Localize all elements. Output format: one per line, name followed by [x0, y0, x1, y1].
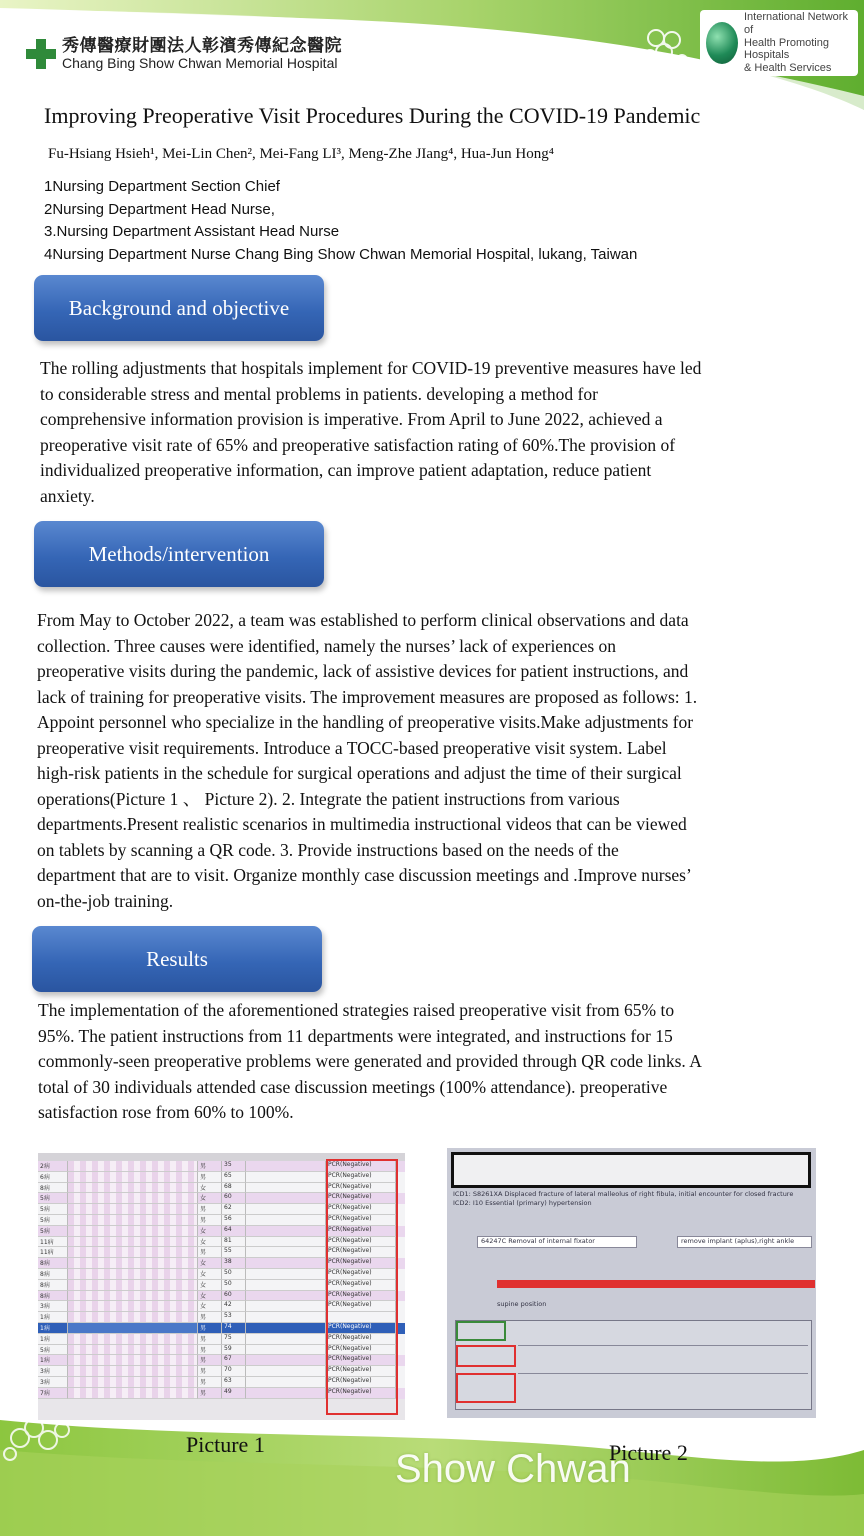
table-cell: 62: [222, 1204, 246, 1215]
table-cell: 男: [198, 1323, 222, 1334]
table-cell: 8病: [38, 1291, 68, 1302]
table-cell: 60: [222, 1193, 246, 1204]
table-cell: [246, 1237, 326, 1248]
table-cell: 50: [222, 1269, 246, 1280]
table-cell: [68, 1237, 198, 1248]
table-cell: 81: [222, 1237, 246, 1248]
affiliation-line: 3.Nursing Department Assistant Head Nurse: [44, 223, 340, 240]
table-cell: 男: [198, 1355, 222, 1366]
table-cell: PCR(Negative): [326, 1226, 396, 1237]
table-cell: 1病: [38, 1323, 68, 1334]
text-line: preoperative visit rate of 65% and preoperative satisfaction rating of 60%.The provision of: [40, 434, 676, 455]
red-highlight-bar: [497, 1280, 815, 1288]
table-cell: 男: [198, 1204, 222, 1215]
table-cell: 6病: [38, 1172, 68, 1183]
table-cell: [68, 1215, 198, 1226]
table-cell: 70: [222, 1366, 246, 1377]
table-cell: 49: [222, 1388, 246, 1399]
table-cell: [246, 1345, 326, 1356]
table-cell: 1病: [38, 1312, 68, 1323]
table-cell: 5病: [38, 1193, 68, 1204]
table-cell: PCR(Negative): [326, 1280, 396, 1291]
table-cell: 75: [222, 1334, 246, 1345]
table-cell: [68, 1355, 198, 1366]
table-cell: [246, 1193, 326, 1204]
affiliation-line: 1Nursing Department Section Chief: [44, 178, 280, 195]
table-cell: [246, 1269, 326, 1280]
table-cell: 67: [222, 1355, 246, 1366]
table-cell: PCR(Negative): [326, 1334, 396, 1345]
table-cell: 53: [222, 1312, 246, 1323]
table-cell: [246, 1334, 326, 1345]
table-cell: 女: [198, 1226, 222, 1237]
table-cell: 8病: [38, 1269, 68, 1280]
table-cell: [246, 1204, 326, 1215]
table-cell: 男: [198, 1388, 222, 1399]
hospital-logo: [26, 38, 342, 71]
show-chwan-wordmark: Show Chwan: [395, 1447, 631, 1491]
table-cell: 56: [222, 1215, 246, 1226]
network-logo-line: International Network of: [744, 11, 848, 37]
table-cell: 男: [198, 1377, 222, 1388]
table-cell: [68, 1258, 198, 1269]
table-cell: PCR(Negative): [326, 1215, 396, 1226]
table-cell: [246, 1323, 326, 1334]
table-cell: PCR(Negative): [326, 1237, 396, 1248]
table-cell: 64: [222, 1226, 246, 1237]
hospital-name-english: Chang Bing Show Chwan Memorial Hospital: [62, 54, 338, 71]
table-cell: 女: [198, 1269, 222, 1280]
table-cell: 5病: [38, 1215, 68, 1226]
table-cell: 8病: [38, 1258, 68, 1269]
methods-heading: Methods/intervention: [34, 521, 324, 587]
text-line: comprehensive information provision is imperative. From April to June 2022, achieved a: [40, 409, 663, 429]
text-line: 95%. The patient instructions from 11 departments were integrated, and instructions for 15: [38, 1025, 673, 1046]
table-cell: [246, 1226, 326, 1237]
table-cell: [68, 1366, 198, 1377]
hospital-name-chinese: 秀傳醫療財團法人彰濱秀傳紀念醫院: [62, 36, 342, 56]
table-cell: 68: [222, 1183, 246, 1194]
table-cell: 男: [198, 1247, 222, 1258]
poster-title: Improving Preoperative Visit Procedures During the COVID-19 Pandemic: [44, 103, 701, 128]
table-cell: 5病: [38, 1226, 68, 1237]
text-line: satisfaction rose from 60% to 100%.: [38, 1102, 294, 1122]
text-line: commonly-seen preoperative problems were generated and provided through QR code links. A: [38, 1051, 702, 1071]
redacted-header: [451, 1152, 811, 1188]
network-logo-line: & Health Services: [744, 61, 832, 74]
text-line: on tablets by scanning a QR code. 3. Provide instructions based on the needs of the: [37, 839, 619, 860]
table-cell: PCR(Negative): [326, 1355, 396, 1366]
methods-text: [37, 608, 697, 914]
table-cell: 65: [222, 1172, 246, 1183]
table-cell: 女: [198, 1237, 222, 1248]
table-cell: 男: [198, 1345, 222, 1356]
table-cell: [68, 1323, 198, 1334]
text-line: total of 30 individuals attended case discussion meetings (100% attendance). preoperative: [38, 1076, 668, 1097]
results-heading: Results: [32, 926, 322, 992]
table-cell: 55: [222, 1247, 246, 1258]
table-cell: [68, 1291, 198, 1302]
table-cell: 60: [222, 1291, 246, 1302]
table-cell: 男: [198, 1366, 222, 1377]
table-cell: 8病: [38, 1280, 68, 1291]
table-cell: 5病: [38, 1345, 68, 1356]
table-cell: 男: [198, 1215, 222, 1226]
table-cell: [246, 1355, 326, 1366]
table-cell: [246, 1215, 326, 1226]
author-list: Fu-Hsiang Hsieh¹, Mei-Lin Chen², Mei-Fang LI³, Meng-Zhe JIang⁴, Hua-Jun Hong⁴: [48, 146, 554, 162]
affiliation-line: 4Nursing Department Nurse Chang Bing Show Chwan Memorial Hospital, lukang, Taiwan: [44, 245, 638, 263]
table-cell: [246, 1301, 326, 1312]
table-cell: PCR(Negative): [326, 1269, 396, 1280]
table-cell: PCR(Negative): [326, 1377, 396, 1388]
text-line: individualized preoperative information, can improve patient adaptation, reduce patient: [40, 460, 652, 480]
text-line: The implementation of the aforementioned strategies raised preoperative visit from 65% to: [38, 1000, 675, 1020]
text-line: preoperative visit requirements. Introduce a TOCC-based preoperative visit system. Label: [37, 737, 667, 758]
table-cell: [246, 1172, 326, 1183]
picture-1-schedule-table: [38, 1153, 405, 1420]
table-cell: 1病: [38, 1334, 68, 1345]
table-cell: PCR(Negative): [326, 1247, 396, 1258]
text-line: collection. Three causes were identified, namely the nurses’ lack of experiences on: [37, 635, 617, 656]
table-cell: PCR(Negative): [326, 1388, 396, 1399]
table-cell: 女: [198, 1183, 222, 1194]
table-cell: PCR(Negative): [326, 1345, 396, 1356]
table-cell: PCR(Negative): [326, 1258, 396, 1269]
table-cell: [246, 1377, 326, 1388]
table-cell: [246, 1291, 326, 1302]
text-line: high-risk patients in the schedule for surgical operations and adjust the time of their surgical: [37, 763, 682, 783]
text-line: preoperative visits during the pandemic, lack of assistive devices for patient instructions, and: [37, 661, 689, 681]
table-cell: 50: [222, 1280, 246, 1291]
table-cell: 3病: [38, 1301, 68, 1312]
text-line: to considerable stress and mental problems in patients. developing a method for: [40, 383, 598, 404]
picture-2-caption: Picture 2: [609, 1440, 688, 1465]
table-cell: 男: [198, 1161, 222, 1172]
table-cell: PCR(Negative): [326, 1301, 396, 1312]
table-cell: [246, 1366, 326, 1377]
table-cell: 女: [198, 1301, 222, 1312]
table-cell: [246, 1312, 326, 1323]
form-text-line: remove implant (aplus),right ankle: [677, 1236, 812, 1248]
hospital-cross-icon: [26, 39, 56, 69]
table-cell: 女: [198, 1258, 222, 1269]
table-cell: [68, 1247, 198, 1258]
picture-1-caption: Picture 1: [186, 1432, 265, 1457]
table-cell: 5病: [38, 1204, 68, 1215]
table-cell: [68, 1193, 198, 1204]
table-cell: [68, 1280, 198, 1291]
table-cell: 1病: [38, 1355, 68, 1366]
results-text: [38, 998, 702, 1126]
table-cell: [246, 1388, 326, 1399]
text-line: department that are to visit. Organize monthly case discussion meetings and .Improve nurses’: [37, 865, 692, 885]
table-cell: [68, 1377, 198, 1388]
table-cell: 35: [222, 1161, 246, 1172]
table-cell: [246, 1258, 326, 1269]
table-cell: [68, 1388, 198, 1399]
table-cell: 74: [222, 1323, 246, 1334]
text-line: The rolling adjustments that hospitals implement for COVID-19 preventive measures have led: [40, 358, 702, 378]
text-line: departments.Present realistic scenarios in multimedia instructional videos that can be viewed: [37, 814, 687, 834]
text-line: From May to October 2022, a team was established to perform clinical observations and data: [37, 610, 689, 630]
table-cell: 8病: [38, 1183, 68, 1194]
table-cell: [68, 1345, 198, 1356]
table-cell: [68, 1312, 198, 1323]
table-cell: 63: [222, 1377, 246, 1388]
table-cell: PCR(Negative): [326, 1291, 396, 1302]
text-line: anxiety.: [40, 485, 95, 506]
form-text-line: supine position: [497, 1300, 547, 1308]
table-cell: [68, 1172, 198, 1183]
table-cell: [68, 1301, 198, 1312]
table-cell: 男: [198, 1312, 222, 1323]
table-cell: 2病: [38, 1161, 68, 1172]
table-cell: 女: [198, 1193, 222, 1204]
globe-icon: [706, 22, 738, 64]
text-line: lack of training for preoperative visits. The improvement measures are proposed as follows: 1.: [37, 686, 698, 707]
table-cell: 11病: [38, 1237, 68, 1248]
table-cell: PCR(Negative): [326, 1204, 396, 1215]
table-cell: [246, 1161, 326, 1172]
table-cell: [68, 1161, 198, 1172]
table-cell: 59: [222, 1345, 246, 1356]
table-cell: 3病: [38, 1377, 68, 1388]
form-text-line: ICD1: S8261XA Displaced fracture of lateral malleolus of right fibula, initial encounter for closed fracture: [453, 1190, 794, 1198]
affiliation-line: 2Nursing Department Head Nurse,: [44, 200, 275, 218]
form-text-line: 64247C Removal of internal fixator: [477, 1236, 637, 1248]
table-cell: 女: [198, 1280, 222, 1291]
table-cell: 女: [198, 1291, 222, 1302]
table-cell: 11病: [38, 1247, 68, 1258]
text-line: Appoint personnel who specialize in the handling of preoperative visits.Make adjustments for: [37, 712, 694, 732]
table-cell: 男: [198, 1334, 222, 1345]
background-heading: Background and objective: [34, 275, 324, 341]
hph-network-logo: [700, 10, 858, 76]
affiliations: [44, 176, 637, 266]
picture-2-preop-form: [447, 1148, 816, 1418]
table-cell: [68, 1334, 198, 1345]
text-line: operations(Picture 1 、 Picture 2). 2. Integrate the patient instructions from various: [37, 788, 620, 809]
network-logo-line: Health Promoting Hospitals: [744, 36, 829, 62]
form-text-line: ICD2: I10 Essential (primary) hypertension: [453, 1199, 592, 1207]
table-cell: [246, 1183, 326, 1194]
table-cell: PCR(Negative): [326, 1366, 396, 1377]
background-text: [40, 356, 701, 509]
table-cell: PCR(Negative): [326, 1172, 396, 1183]
table-cell: PCR(Negative): [326, 1323, 396, 1334]
table-cell: [68, 1226, 198, 1237]
table-cell: PCR(Negative): [326, 1161, 396, 1172]
table-cell: [68, 1183, 198, 1194]
text-line: on-the-job training.: [37, 890, 174, 911]
table-cell: [246, 1280, 326, 1291]
table-cell: 7病: [38, 1388, 68, 1399]
table-cell: [68, 1204, 198, 1215]
table-cell: [246, 1247, 326, 1258]
table-cell: 42: [222, 1301, 246, 1312]
table-cell: PCR(Negative): [326, 1193, 396, 1204]
table-cell: PCR(Negative): [326, 1183, 396, 1194]
table-cell: 3病: [38, 1366, 68, 1377]
table-cell: 38: [222, 1258, 246, 1269]
table-cell: [68, 1269, 198, 1280]
table-cell: 男: [198, 1172, 222, 1183]
pcr-highlight-box: [326, 1159, 398, 1415]
